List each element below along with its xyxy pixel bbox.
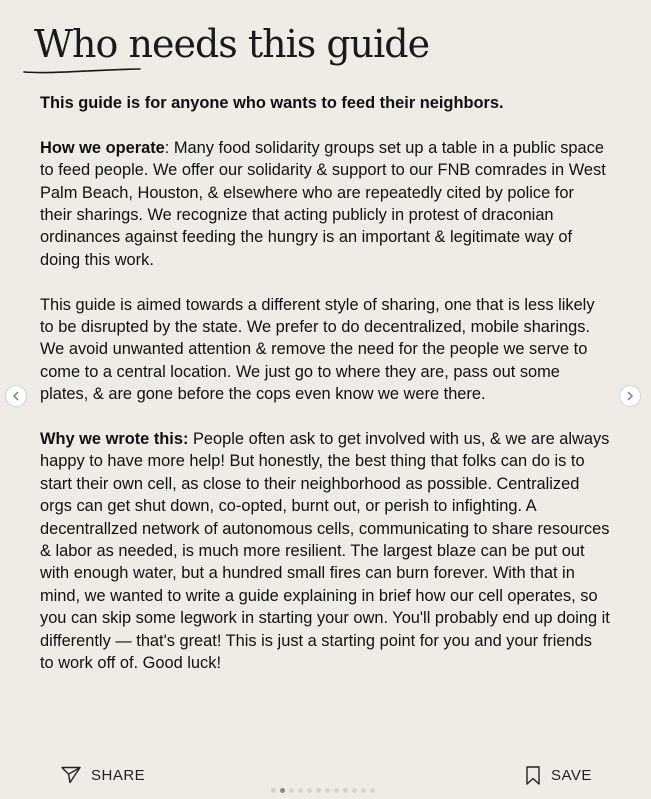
carousel-prev-button[interactable] xyxy=(5,385,27,407)
operate-text: : Many food solidarity groups set up a table in a public space to feed people. We offer our solidarity & support to our FNB comrades in West Palm Beach, Houston, & elsewhere who are repeatedly cited by police for their sharings. We recognize that acting publicly in protest of draconian ordinances against feeding the hungry is an important & legitimate way of doing this work. xyxy=(40,138,606,269)
share-button[interactable] xyxy=(61,764,145,786)
operate-heading: How we operate xyxy=(40,138,165,157)
intro-paragraph xyxy=(40,92,610,114)
carousel-dot[interactable] xyxy=(307,788,312,793)
carousel-indicator xyxy=(271,788,375,793)
carousel-dot[interactable] xyxy=(361,788,366,793)
carousel-dot[interactable] xyxy=(316,788,321,793)
share-icon xyxy=(61,766,81,784)
carousel-next-button[interactable] xyxy=(619,385,641,407)
bookmark-icon xyxy=(525,766,541,785)
why-paragraph xyxy=(40,428,610,674)
aim-paragraph: This guide is aimed towards a different style of sharing, one that is less likely to be disrupted by the state. We prefer to do decentralized, mobile sharings. We avoid unwanted attention & remove the need for the people we serve to come to a central location. We just go to where they are, pass out some plates, & are gone before the cops even know we were there. xyxy=(40,295,595,404)
carousel-dot[interactable] xyxy=(289,788,294,793)
chevron-left-icon xyxy=(11,391,21,401)
share-label: SHARE xyxy=(91,766,146,784)
save-button[interactable] xyxy=(525,764,592,786)
carousel-dot[interactable] xyxy=(334,788,339,793)
carousel-dot[interactable] xyxy=(325,788,330,793)
save-label: SAVE xyxy=(551,766,592,784)
operate-paragraph xyxy=(40,137,610,271)
carousel-dot[interactable] xyxy=(298,788,303,793)
title-underline xyxy=(22,63,142,77)
carousel-dot[interactable] xyxy=(352,788,357,793)
page-title: Who needs this guide xyxy=(34,22,430,66)
why-heading: Why we wrote this: xyxy=(40,430,189,449)
carousel-dot[interactable] xyxy=(280,788,285,793)
guide-body xyxy=(40,92,610,697)
carousel-dot[interactable] xyxy=(271,788,276,793)
why-text: People often ask to get involved with us, & we are always happy to have more help! But honestly, the best thing that folks can do is to start their own cell, as close to their neighborhood as possible. Centralized orgs can get shut down, co-opted, burnt out, or perish to infighting. A decentrallzed network of autonomous cells, communicating to share resources & labor as needed, is much more resilient. The largest blaze can be put out with enough water, but a hundred small fires can burn forever. With that in mind, we wanted to write a guide explaining in brief how our cell operates, so you can skip some legwork in starting your own. You'll probably end up doing it differently — that's great! This is just a starting point for you and your friends to work off of. Good luck! xyxy=(40,430,610,673)
intro-text: This guide is for anyone who wants to feed their neighbors. xyxy=(40,94,504,112)
carousel-dot[interactable] xyxy=(370,788,375,793)
chevron-right-icon xyxy=(625,391,635,401)
carousel-dot[interactable] xyxy=(343,788,348,793)
